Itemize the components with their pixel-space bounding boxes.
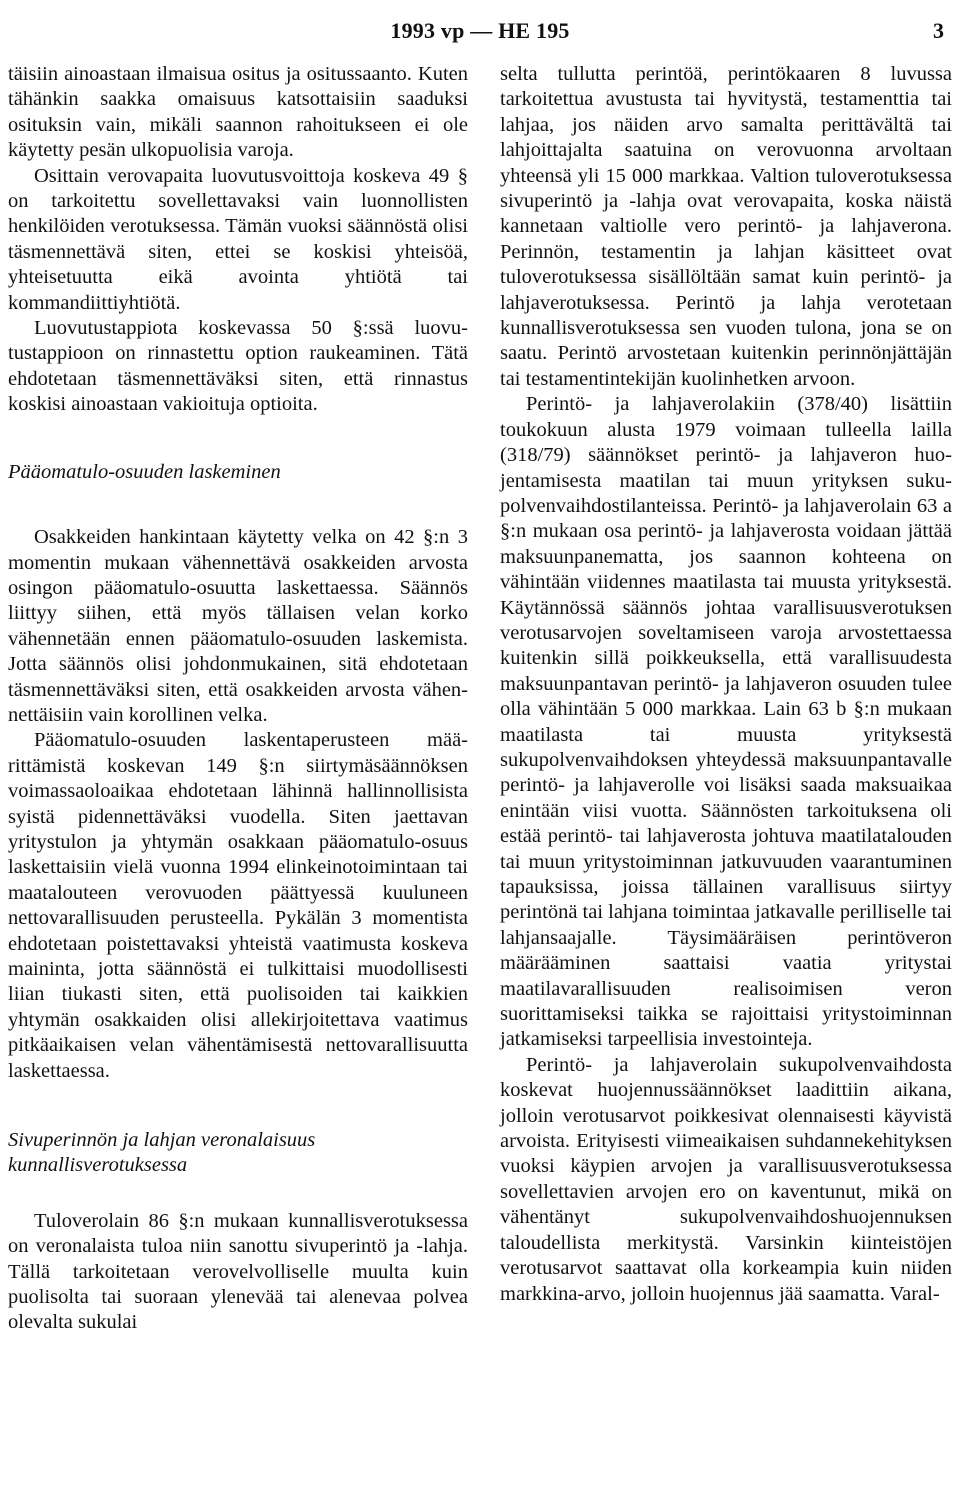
paragraph: Luovutustappiota koskevassa 50 §:ssä luovutustappioon on rinnastettu option raukeaminen. Tätä ehdotetaan täsmennettäväksi siten, että rinnastus koskisi ainoastaan vakioituja optioita. bbox=[8, 317, 468, 416]
page-number: 3 bbox=[933, 18, 944, 43]
paragraph: Tuloverolain 86 §:n mukaan kunnallisverotuksessa on veronalaista tuloa niin sanottu sivuperintö ja -lahja. Tällä tarkoitetaan verovelvolliselle muulta kuin puolisolta tai suoraan ylenevää tai alenevaa polvea olevalta sukulai bbox=[8, 1209, 468, 1334]
right-column bbox=[500, 62, 952, 1307]
section-heading: Sivuperinnön ja lahjan veronalaisuus kunnallisverotuksessa bbox=[8, 1129, 316, 1177]
paragraph: Osittain verovapaita luovutusvoittoja koskeva 49 § on tarkoitettu sovellettavaksi vain luonnollisten henkilöiden verotuksessa. Tämän vuoksi säännöstä olisi täsmennettävä siten, ettei se koskisi yhteisöä, yhteisetuutta eikä avointa yhtiötä tai kommandiittiyhtiötä. bbox=[8, 164, 468, 314]
section-heading: Pääomatulo-osuuden laskeminen bbox=[8, 460, 281, 483]
paragraph: täisiin ainoastaan ilmaisua ositus ja ositussaanto. Kuten tähänkin saakka omaisuus katsottaisiin saaduksi osituksin vain, mikäli saannon rahoitukseen ei ole käytetty pesän ulkopuolisia varoja. bbox=[8, 63, 468, 162]
paragraph: Perintö- ja lahjaverolain sukupolvenvaihdosta koskevat huojennussäännökset laadittiin aikana, jolloin verotusarvot poikkesivat olennaisesti käyvistä arvoista. Erityisesti viimeaikaisen suhdannekehityksen vuoksi käypien arvojen ja varallisuusverotuksessa sovellettavien arvojen ero on kaventunut, mikä on vähentänyt sukupolvenvaihdoshuojennuksen taloudellista merkitystä. Varsinkin kiinteistöjen verotusarvot saattavat olla korkeampia kuin niiden markkina-arvo, jolloin huojennus jää saamatta. Varal- bbox=[500, 1053, 952, 1305]
paragraph: Osakkeiden hankintaan käytetty velka on 42 §:n 3 momentin mukaan vähennettävä osakkeiden arvosta osingon pääomatulo-osuutta laskettaessa. Säännös liittyy siihen, että myös tällaisen velan korko vähennetään ennen pääomatulo-osuuden laskemista. Jotta säännös olisi johdonmukainen, sitä ehdotetaan täsmennettäväksi siten, että osakkeiden arvosta vähennettäisiin vain korollinen velka. bbox=[8, 526, 468, 726]
left-column bbox=[8, 62, 468, 1336]
paragraph: Perintö- ja lahjaverolakiin (378/40) lisättiin toukokuun alusta 1979 voimaan tulleella lailla (318/79) säännökset perintö- ja lahjaveron huojentamisesta maatilan tai muun yrityksen sukupolvenvaihdostilanteissa. Perintö- ja lahjaverolain 63 a §:n mukaan osa perintö- ja lahjaverosta voidaan jättää maksuunpanematta, jos saannon kohteena on vähintään viidennes maatilasta tai muusta yrityksestä. Käytännössä säännös johtaa varallisuusverotuksen verotusarvojen soveltamiseen varoja arvostettaessa kuitenkin sillä poikkeuksella, että varallisuudesta maksuunpantavan perintö- ja lahjaveron osuuden tulee olla vähintään 5 000 markkaa. Lain 63 b §:n mukaan maatilasta tai muusta yrityksestä sukupolvenvaihdoksen yhteydessä maksuunpantavalle perintö- ja lahjaverolle voi lisäksi saada maksuaikaa enintään viisi vuotta. Säännösten tarkoituksena oli estää perintö- tai lahjaverosta johtuva maatilatalouden tai muun yritystoiminnan jatkuvuuden vaarantuminen tapauksissa, joissa tällainen varallisuus siirtyy perintönä tai lahjana toimintaa jatkavalle perilliselle tai lahjansaajalle. Täysimääräisen perintöveron määrääminen saattaisi vaatia yritystai maatilavarallisuuden realisoimisen veron suorittamiseksi taikka se rajoittaisi yritystoiminnan jatkamiseksi tarpeellisia investointeja. bbox=[500, 393, 952, 1051]
document-reference: 1993 vp — HE 195 bbox=[390, 18, 570, 43]
page-header bbox=[0, 12, 960, 44]
paragraph: selta tullutta perintöä, perintökaaren 8 luvussa tarkoitettua avustusta tai hyvitystä, testamenttia tai lahjaa, jos näiden arvo samalta perittävältä tai lahjoittajalta saatuina on verovuonna arvoltaan yhteensä yli 15 000 markkaa. Valtion tuloverotuksessa sivuperintö ja -lahja ovat verovapaita, koska näistä kannetaan valtiolle vero perintö- ja lahjaverona. Perinnön, testamentin ja lahjan käsitteet ovat tuloverotuksessa sisällöltään samat kuin perintö- ja lahjaverotuksessa. Perintö ja lahja verotetaan kunnallisverotuksessa sen vuoden tulona, jona se on saatu. Perintö arvostetaan kuitenkin perinnönjättäjän tai testamentintekijän kuolinhetken arvoon. bbox=[500, 63, 952, 390]
paragraph: Pääomatulo-osuuden laskentaperusteen määrittämistä koskevan 149 §:n siirtymäsäännöksen voimassaoloaikaa ehdotetaan lähinnä hallinnollisista syistä pidennettäväksi vuodella. Siten jaettavan yritystulon ja yhtymän osakkaan pääomatulo-osuus laskettaisiin vielä vuonna 1994 elinkeinotoimintaan tai maatalouteen verovuoden päättyessä kuuluneen nettovarallisuuden perusteella. Pykälän 3 momentista ehdotetaan poistettavaksi yhteistä vaatimusta koskeva maininta, jotta säännöstä ei tulkittaisi muodollisesti liian tiukasti siten, että puolisoiden tai kaikkien yhtymän osakkaiden olisi allekirjoitettava vaatimus pitkäaikaisen velan vähentämisestä nettovarallisuutta laskettaessa. bbox=[8, 729, 468, 1082]
